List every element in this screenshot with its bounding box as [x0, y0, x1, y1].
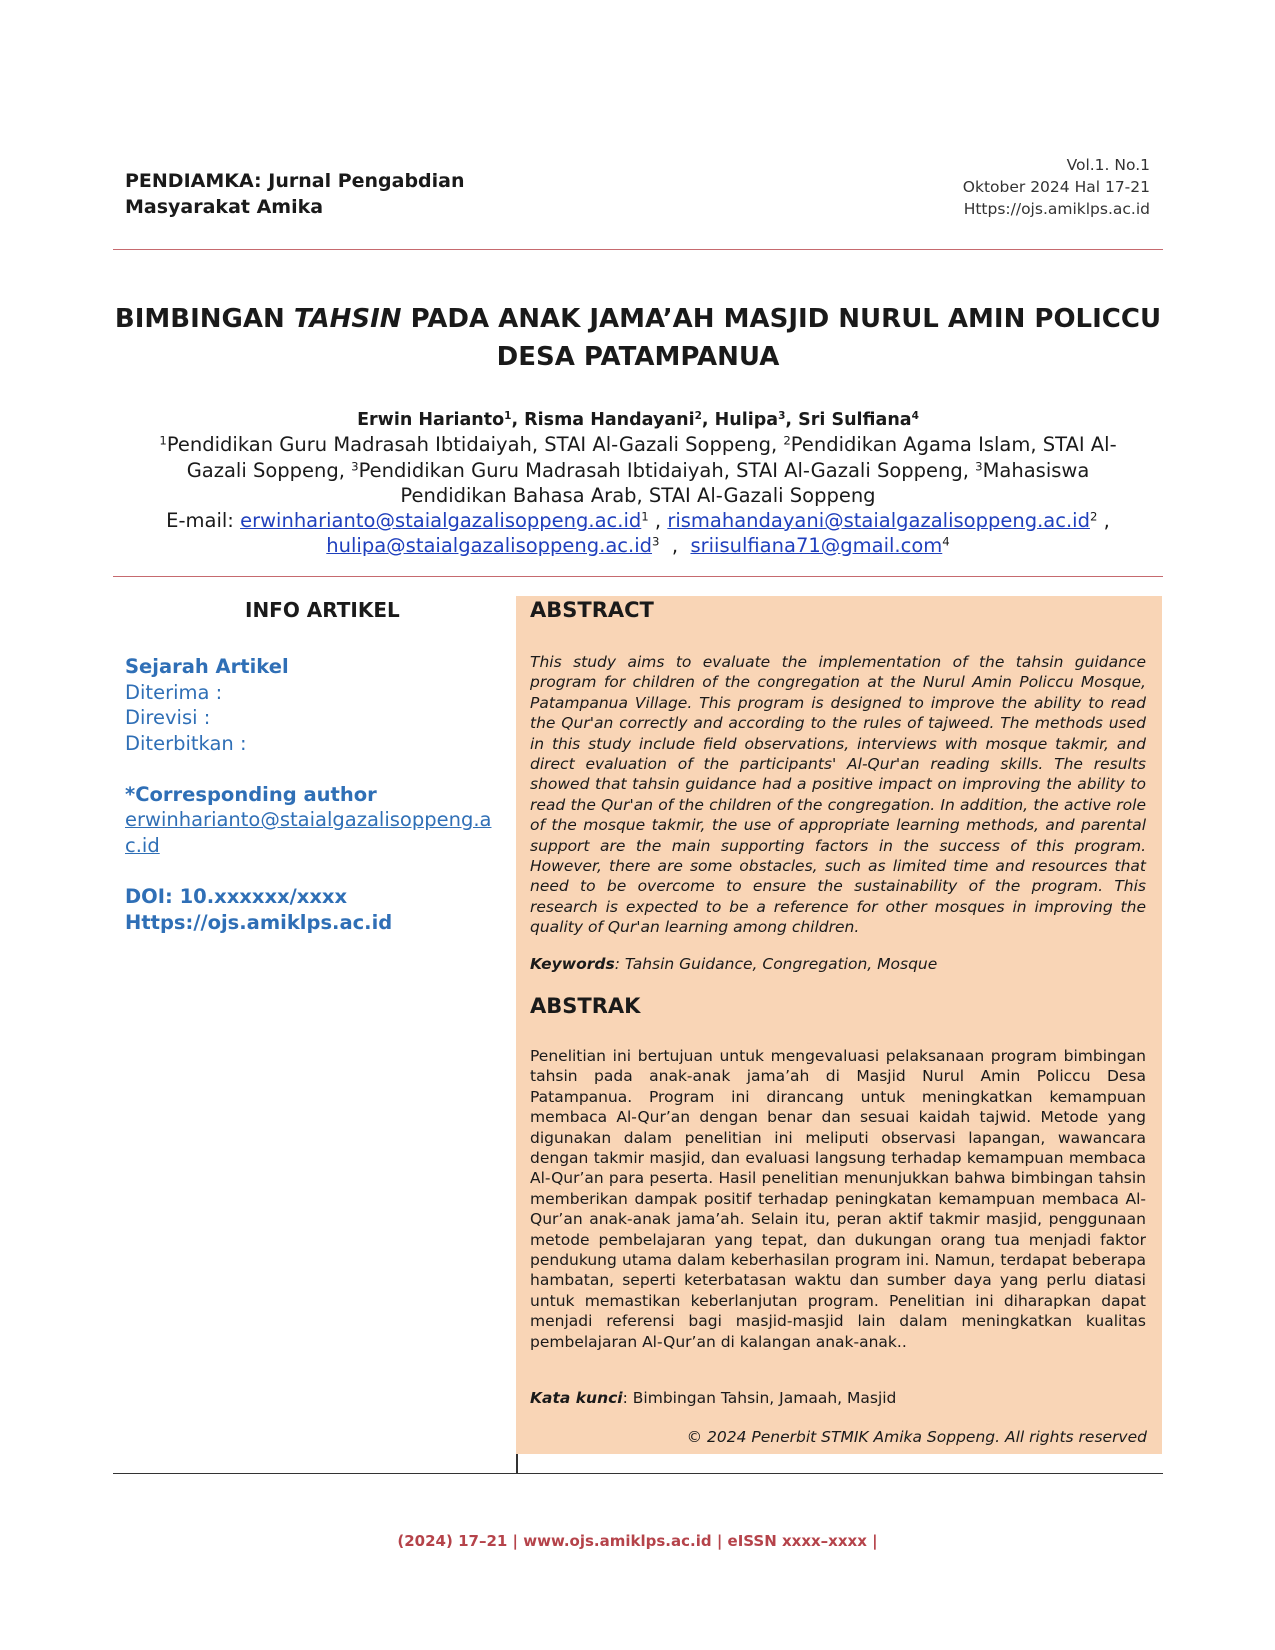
journal-name-line1: PENDIAMKA: Jurnal Pengabdian	[125, 170, 465, 192]
email-label: E-mail:	[166, 509, 241, 532]
title-line2: DESA PATAMPANUA	[496, 342, 780, 372]
affil-sup-4: 3	[975, 459, 983, 474]
author-2-sup: 2	[694, 410, 702, 423]
email-sep-1: ,	[648, 509, 668, 532]
title-part3: PADA ANAK JAMA’AH MASJID NURUL AMIN POLICCU	[401, 304, 1162, 334]
email-sep-3: ,	[659, 534, 691, 557]
journal-name-line2: Masyarakat Amika	[125, 196, 324, 218]
abstrak-keywords	[530, 1388, 1146, 1408]
affil-sup-1: 1	[159, 433, 167, 448]
corresponding-email-line2[interactable]: c.id	[125, 833, 160, 857]
published-label: Diterbitkan :	[125, 732, 247, 755]
abstract-body: This study aims to evaluate the implementation of the tahsin guidance program for children of the congregation at the Nurul Amin Policcu Mosque, Patampanua Village. This program is designed to improve the ability to read the Qur'an correctly and according to the rules of tajweed. The methods used in this study include field observations, interviews with mosque takmir, and direct evaluation of the participants' Al-Qur'an reading skills. The results showed that tahsin guidance had a positive impact on improving the ability to read the Qur'an of the children of the congregation. In addition, the active role of the mosque takmir, the use of appropriate learning methods, and parental support are the main supporting factors in the success of this program. However, there are some obstacles, such as limited time and resources that need to be overcome to ensure the sustainability of the program. This research is expected to be a reference for other mosques in improving the quality of Qur'an learning among children.	[530, 653, 1146, 937]
author-4: , Sri Sulfiana	[785, 410, 912, 430]
corresponding-heading: *Corresponding author	[125, 783, 377, 806]
affil-line1-b: Pendidikan Agama Islam, STAI Al-	[790, 433, 1117, 456]
title-part1: BIMBINGAN	[114, 304, 294, 334]
title-italic-word: TAHSIN	[293, 304, 402, 334]
abstract-keywords	[530, 954, 1146, 974]
email-sup-2: 2	[1089, 509, 1098, 524]
author-2: , Risma Handayani	[511, 410, 695, 430]
header-divider	[113, 249, 1163, 250]
kata-kunci-value: : Bimbingan Tahsin, Jamaah, Masjid	[622, 1389, 897, 1407]
email-sup-1: 1	[641, 509, 649, 524]
author-3-sup: 3	[778, 410, 786, 423]
journal-issue-pages: Oktober 2024 Hal 17-21	[962, 178, 1150, 196]
authors-divider	[113, 576, 1163, 577]
abstrak-body: Penelitian ini bertujuan untuk mengevaluasi pelaksanaan program bimbingan tahsin pada anak-anak jama’ah di Masjid Nurul Amin Policcu Desa Patampanua. Program ini dirancang untuk meningkatkan kemampuan membaca Al-Qur’an dengan benar dan sesuai kaidah tajwid. Metode yang digunakan dalam penelitian ini meliputi observasi lapangan, wawancara dengan takmir masjid, dan evaluasi langsung terhadap kemampuan membaca Al-Qur’an para peserta. Hasil penelitian menunjukkan bahwa bimbingan tahsin memberikan dampak positif terhadap peningkatan kemampuan membaca Al-Qur’an anak-anak jama’ah. Selain itu, peran aktif takmir masjid, penggunaan metode pembelajaran yang tepat, dan dukungan orang tua menjadi faktor pendukung utama dalam keberhasilan program ini. Namun, terdapat beberapa hambatan, seperti keterbatasan waktu dan sumber daya yang perlu diatasi untuk memastikan keberlanjutan program. Penelitian ini diharapkan dapat menjadi referensi bagi masjid-masjid lain dalam meningkatkan kualitas pembelajaran Al-Qur’an di kalangan anak-anak..	[530, 1047, 1146, 1351]
author-list	[113, 408, 1163, 432]
journal-volume: Vol.1. No.1	[1066, 156, 1150, 174]
history-heading: Sejarah Artikel	[125, 655, 289, 678]
affil-line2-c: Mahasiswa	[982, 458, 1090, 482]
corresponding-email[interactable]	[125, 807, 505, 858]
email-row-2	[113, 533, 1163, 559]
email-sup-4: 4	[942, 534, 950, 549]
affil-sup-3: 3	[351, 459, 359, 474]
affil-line1-a: Pendidikan Guru Madrasah Ibtidaiyah, STAI Al-Gazali Soppeng,	[166, 433, 784, 456]
keywords-value: : Tahsin Guidance, Congregation, Mosque	[614, 955, 938, 973]
journal-url: Https://ojs.amiklps.ac.id	[963, 200, 1150, 218]
author-1: Erwin Harianto	[357, 410, 505, 430]
kata-kunci-label: Kata kunci	[530, 1389, 623, 1407]
abstrak-heading: ABSTRAK	[530, 994, 641, 1018]
affiliations	[140, 432, 1136, 509]
copyright-notice: © 2024 Penerbit STMIK Amika Soppeng. All rights reserved	[686, 1428, 1147, 1446]
abstract-heading: ABSTRACT	[530, 598, 654, 622]
info-artikel-heading: INFO ARTIKEL	[245, 598, 400, 622]
bottom-divider	[113, 1473, 1163, 1474]
received-label: Diterima :	[125, 681, 223, 704]
journal-meta	[963, 154, 1150, 220]
page-footer: (2024) 17–21 | www.ojs.amiklps.ac.id | eISSN xxxx–xxxx |	[397, 1532, 878, 1550]
doi: DOI: 10.xxxxxx/xxxx	[125, 885, 348, 908]
email-link-3[interactable]: hulipa@staialgazalisoppeng.ac.id	[326, 534, 653, 557]
affil-line2-a: Gazali Soppeng,	[186, 458, 352, 482]
corresponding-email-line1[interactable]: erwinharianto@staialgazalisoppeng.a	[125, 808, 492, 831]
email-link-2[interactable]: rismahandayani@staialgazalisoppeng.ac.id	[667, 509, 1090, 532]
affil-line3: Pendidikan Bahasa Arab, STAI Al-Gazali Soppeng	[400, 484, 876, 507]
author-1-sup: 1	[504, 410, 512, 423]
email-link-1[interactable]: erwinharianto@staialgazalisoppeng.ac.id	[240, 509, 642, 532]
revised-label: Direvisi :	[125, 706, 211, 729]
email-row-1	[113, 508, 1163, 534]
column-divider-tick	[516, 1454, 518, 1474]
email-link-4[interactable]: sriisulfiana71@gmail.com	[690, 534, 943, 557]
author-4-sup: 4	[911, 410, 919, 423]
email-sup-3: 3	[652, 534, 660, 549]
info-url[interactable]: Https://ojs.amiklps.ac.id	[125, 911, 393, 934]
keywords-label: Keywords	[530, 955, 615, 973]
affil-sup-2: 2	[783, 433, 791, 448]
paper-title	[113, 300, 1163, 376]
author-3: , Hulipa	[701, 410, 779, 430]
journal-name	[125, 168, 525, 220]
email-sep-2: ,	[1097, 509, 1110, 532]
affil-line2-b: Pendidikan Guru Madrasah Ibtidaiyah, STAI Al-Gazali Soppeng,	[358, 458, 976, 482]
